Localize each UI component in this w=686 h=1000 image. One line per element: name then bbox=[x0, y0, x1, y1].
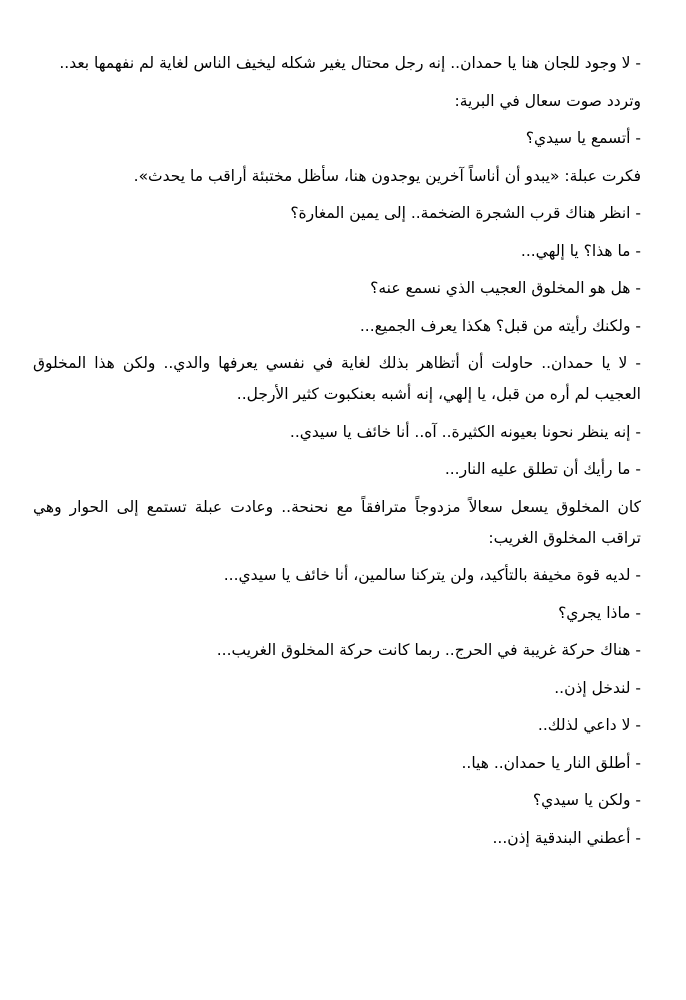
document-page bbox=[33, 48, 653, 860]
paragraph: - إنه ينظر نحونا بعيونه الكثيرة.. آه.. أنا خائف يا سيدي.. bbox=[289, 422, 641, 441]
paragraph: فكرت عبلة: «يبدو أن أناساً آخرين يوجدون هنا، سأظل مختبئة أراقب ما يحدث». bbox=[133, 166, 641, 185]
paragraph: - هل هو المخلوق العجيب الذي نسمع عنه؟ bbox=[370, 279, 641, 297]
paragraph: - لا داعي لذلك.. bbox=[537, 716, 641, 734]
paragraph: - ما هذا؟ يا إلهي... bbox=[520, 241, 641, 260]
paragraph: - انظر هناك قرب الشجرة الضخمة.. إلى يمين المغارة؟ bbox=[290, 204, 641, 222]
paragraph: - هناك حركة غريبة في الحرج.. ربما كانت حركة المخلوق الغريب... bbox=[216, 641, 641, 659]
paragraph: وتردد صوت سعال في البرية: bbox=[454, 91, 641, 110]
paragraph: - أعطني البندقية إذن... bbox=[492, 828, 641, 847]
paragraph: كان المخلوق يسعل سعالاً مزدوجاً مترافقاً مع نحنحة.. وعادت عبلة تستمع إلى الحوار وهي تراقب المخلوق الغريب: bbox=[33, 497, 641, 547]
paragraph: - لا يا حمدان.. حاولت أن أتظاهر بذلك لغاية في نفسي يعرفها والدي.. ولكن هذا المخلوق العجيب لم أره من قبل، يا إلهي، إنه أشبه بعنكبوت كثير الأرجل.. bbox=[33, 354, 641, 403]
paragraph: - لا وجود للجان هنا يا حمدان.. إنه رجل محتال يغير شكله ليخيف الناس لغاية لم نفهمها بعد.. bbox=[59, 54, 641, 72]
paragraph: - ما رأيك أن تطلق عليه النار... bbox=[444, 460, 641, 478]
paragraph: - لديه قوة مخيفة بالتأكيد، ولن يتركنا سالمين، أنا خائف يا سيدي... bbox=[223, 566, 641, 584]
paragraph: - لندخل إذن.. bbox=[554, 678, 641, 697]
paragraph: - ولكن يا سيدي؟ bbox=[532, 791, 641, 809]
paragraph: - أتسمع يا سيدي؟ bbox=[525, 129, 641, 147]
paragraph: - ماذا يجري؟ bbox=[558, 603, 641, 622]
paragraph: - ولكنك رأيته من قبل؟ هكذا يعرف الجميع... bbox=[359, 316, 641, 335]
paragraph: - أطلق النار يا حمدان.. هيا.. bbox=[461, 753, 641, 772]
